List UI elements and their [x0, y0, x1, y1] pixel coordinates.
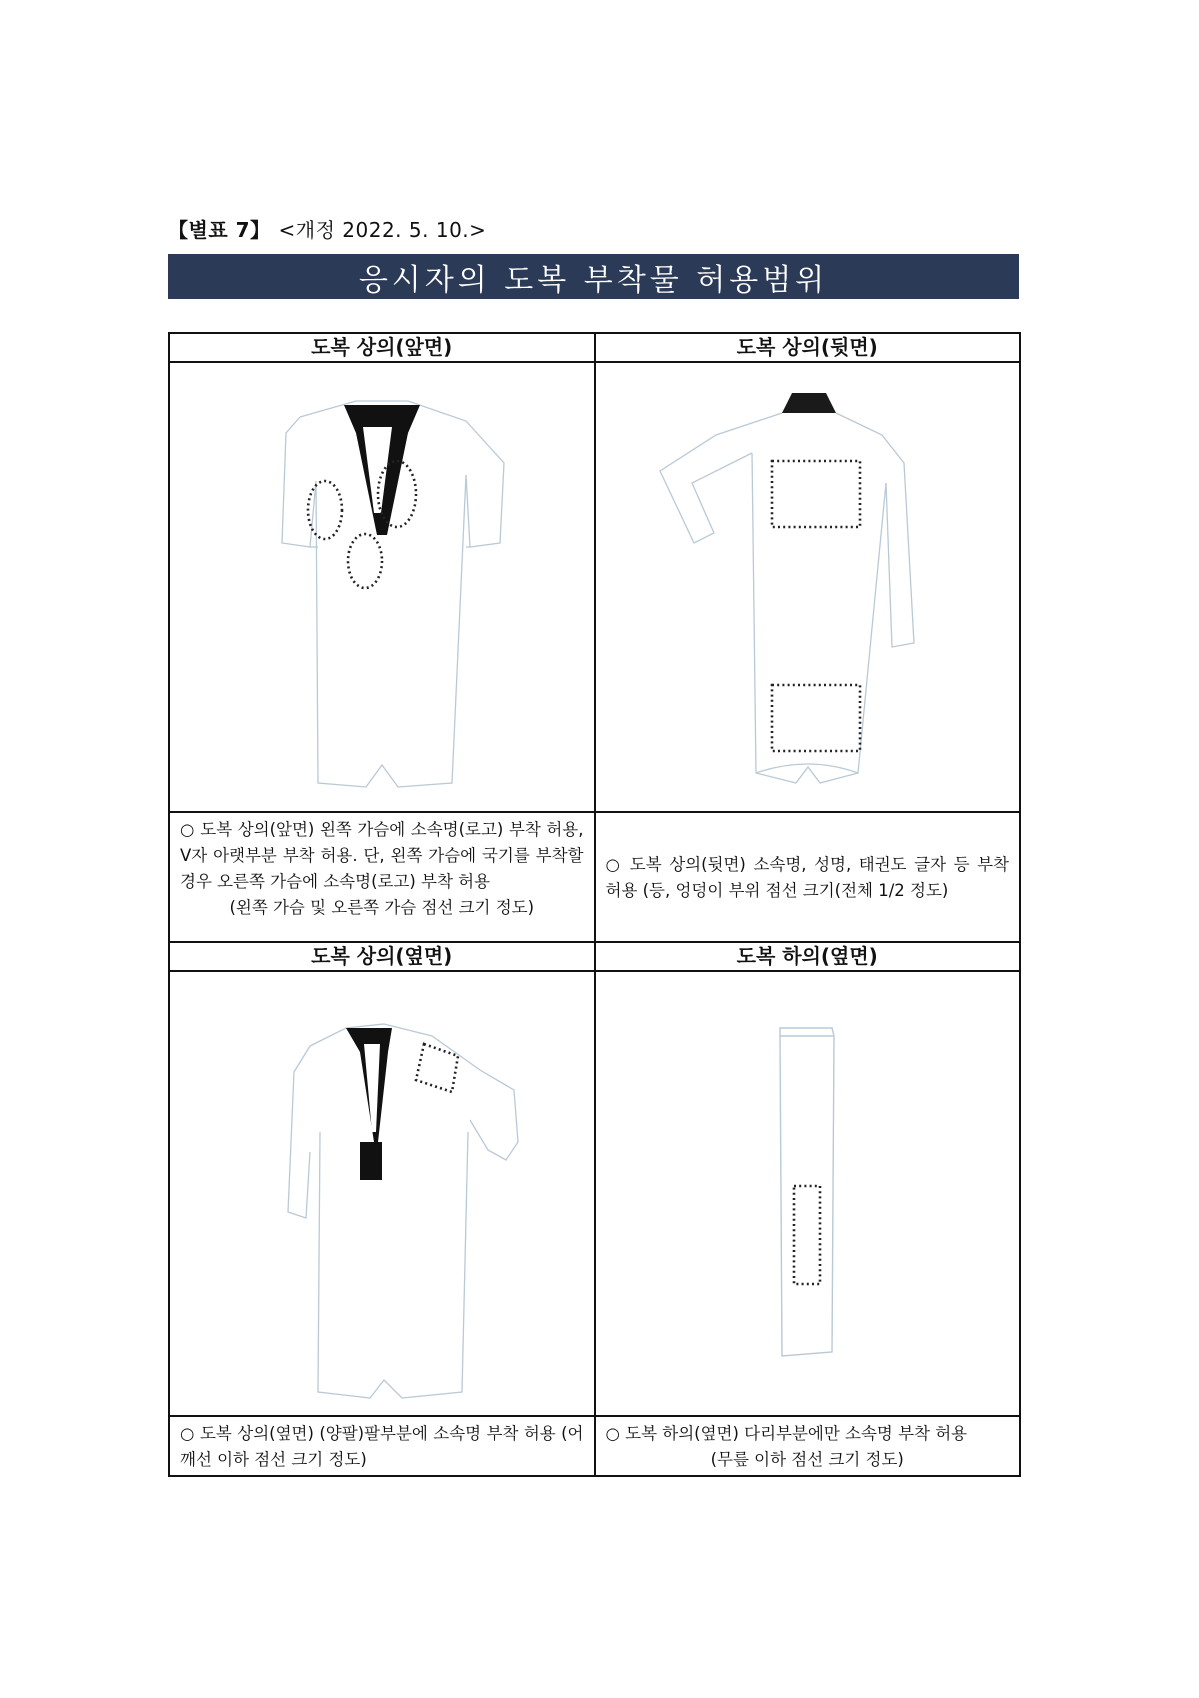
description-text: ○ 도복 상의(뒷면) 소속명, 성명, 태권도 글자 등 부착 허용 (등, 엉덩이 부위 점선 크기(전체 1/2 정도) [605, 855, 1009, 900]
cell-description [596, 1415, 1020, 1475]
uniform-bottoms-side-illustration [596, 972, 1020, 1415]
size-note: (무릎 이하 점선 크기 정도) [710, 1450, 904, 1469]
revision-date: <개정 2022. 5. 10.> [278, 218, 487, 242]
cell-top-back [595, 333, 1021, 942]
uniform-top-front-illustration [170, 363, 594, 811]
cell-heading: 도복 상의(앞면) [170, 334, 594, 363]
uniform-top-side-illustration [170, 972, 594, 1415]
cell-description [170, 1415, 594, 1475]
annex-tag: 【별표 7】 [168, 218, 271, 242]
uniform-attachment-table [168, 332, 1021, 1477]
uniform-top-back-illustration [596, 363, 1020, 811]
description-text: ○ 도복 상의(옆면) (양팔)팔부분에 소속명 부착 허용 (어깨선 이하 점선 크기 정도) [180, 1424, 584, 1469]
description-text: ○ 도복 하의(옆면) 다리부분에만 소속명 부착 허용 [605, 1424, 968, 1443]
cell-top-front [169, 333, 595, 942]
cell-bottoms-side [595, 942, 1021, 1476]
annex-header [168, 214, 486, 243]
cell-top-side [169, 942, 595, 1476]
cell-description [170, 811, 594, 923]
cell-heading: 도복 하의(옆면) [596, 943, 1020, 972]
description-text: ○ 도복 상의(앞면) 왼쪽 가슴에 소속명(로고) 부착 허용, V자 아랫부분 부착 허용. 단, 왼쪽 가슴에 국기를 부착할 경우 오른쪽 가슴에 소속명(로고) 부착 허용 [180, 820, 584, 891]
cell-description [596, 811, 1020, 941]
size-note: (왼쪽 가슴 및 오른쪽 가슴 점선 크기 정도) [229, 898, 535, 917]
cell-heading: 도복 상의(뒷면) [596, 334, 1020, 363]
cell-heading: 도복 상의(옆면) [170, 943, 594, 972]
document-title: 응시자의 도복 부착물 허용범위 [168, 254, 1019, 299]
